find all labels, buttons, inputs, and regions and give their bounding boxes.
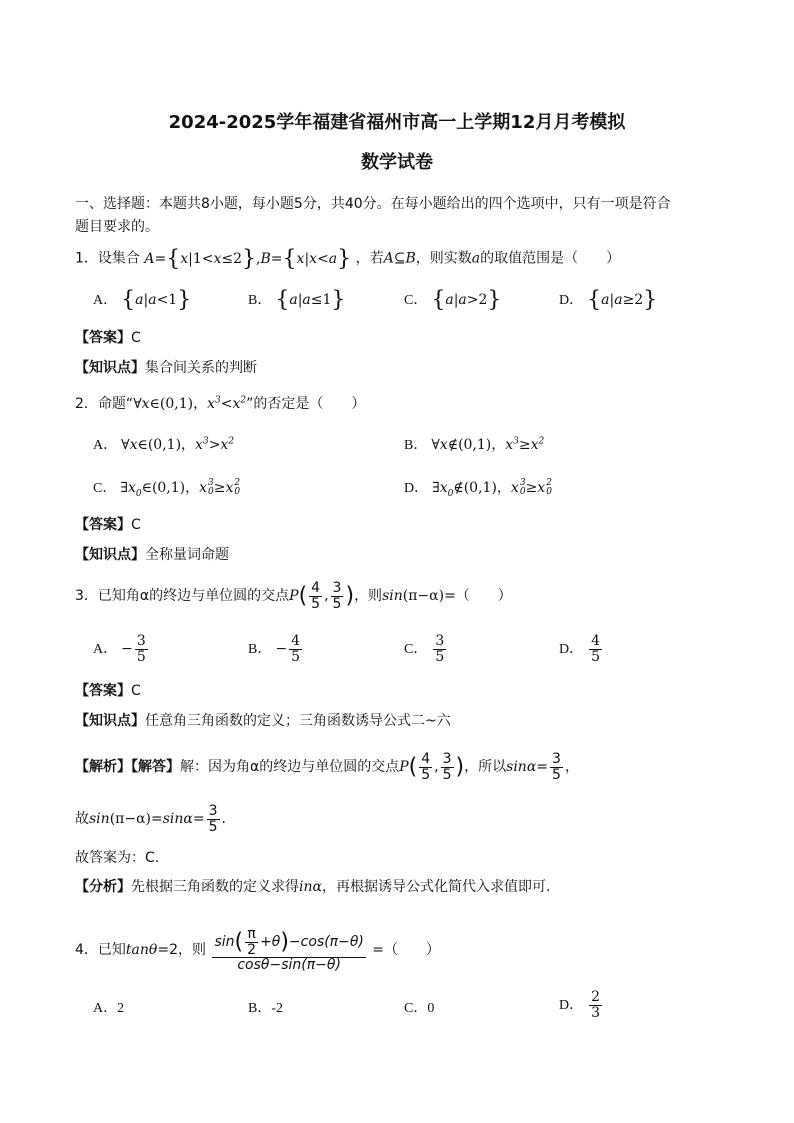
q3-option-c: C． $\frac{3}{5}$	[404, 633, 445, 665]
page-title: 2024-2025学年福建省福州市高一上学期12月月考模拟	[168, 112, 626, 133]
q4-option-b: B．-2	[248, 1001, 283, 1016]
section-instruction-line1: 一、选择题：本题共8小题，每小题5分，共40分。在每小题给出的四个选项中，只有一项是符合	[75, 196, 671, 212]
question-1	[75, 246, 620, 271]
page-subtitle: 数学试卷	[361, 152, 433, 173]
q1-option-d: D． {a|a≥2}	[559, 287, 658, 312]
q1-subset-condition: A⊆B	[383, 250, 416, 267]
q3-option-a: A． − $\frac{3}{5}$	[93, 633, 146, 665]
q2-answer: C	[131, 517, 141, 533]
q1-text-a: 设集合	[97, 250, 140, 267]
q4-option-d: D． $\frac{2}{3}$	[559, 989, 601, 1021]
q3-answer-line: 【答案】C	[75, 683, 141, 699]
q3-knowledge-line: 【知识点】任意角三角函数的定义；三角函数诱导公式二~六	[75, 713, 451, 729]
q3-knowledge: 任意角三角函数的定义；三角函数诱导公式二~六	[145, 713, 451, 729]
q2-option-b: B． ∀x∉(0,1)，$x^3\ge x^2$	[404, 436, 545, 453]
q2-knowledge: 全称量词命题	[145, 547, 229, 563]
q1-option-a: A． {a|a<1}	[93, 287, 192, 312]
q1-answer-line: 【答案】C	[75, 330, 141, 346]
q1-text-c: ，则实数	[415, 250, 472, 267]
q1-knowledge-line: 【知识点】集合间关系的判断	[75, 360, 257, 376]
q2-answer-line: 【答案】C	[75, 517, 141, 533]
q3-answer: C	[131, 683, 141, 699]
q4-option-a: A．2	[93, 1001, 125, 1016]
q1-option-c: C． {a|a>2}	[404, 287, 502, 312]
q1-set-definition: A={x|1<x≤2},B={x|x<a}	[144, 246, 352, 271]
q2-option-c: C． $\exists x_0\in(0,1)$，x 3 0 ≥x 2 0	[93, 478, 241, 499]
question-4: 4．已知tanθ=2，则 sin( $\frac{\pi}{2}$ +θ)−cos(π−θ) cosθ−sin(π−θ) =（ ）	[75, 926, 441, 974]
q1-option-b: B． {a|a≤1}	[248, 287, 346, 312]
q3-analysis-line1: 【解析】【解答】解：因为角α的终边与单位圆的交点P( $\frac{4}{5}$ , $\frac{3}{5}$ )，所以sinα= $\frac{3}{5}$ ，	[75, 751, 579, 783]
q2-knowledge-line: 【知识点】全称量词命题	[75, 547, 229, 563]
q3-final-answer: 故答案为：C.	[75, 850, 160, 866]
q1-number: 1．	[75, 250, 98, 267]
q1-knowledge: 集合间关系的判断	[145, 360, 257, 376]
q3-fenxi-line: 【分析】先根据三角函数的定义求得inα，再根据诱导公式化简代入求值即可.	[75, 879, 551, 895]
q1-var-a: a	[471, 250, 481, 267]
question-3: 3．已知角α的终边与单位圆的交点P( $\frac{4}{5}$ , $\frac{3}{5}$ )，则sin(π−α)=（ ）	[75, 580, 512, 612]
q3-option-b: B． − $\frac{4}{5}$	[248, 633, 300, 665]
q2-option-d: D． $\exists x_0\notin(0,1)$，x 3 0 ≥x 2 0	[404, 478, 552, 499]
q2-option-a: A． ∀x∈(0,1)，$x^3>x^2$	[93, 436, 235, 453]
q3-analysis-line2: 故sin(π−α)=sinα= $\frac{3}{5}$ .	[75, 803, 226, 835]
section-instruction-line2: 题目要求的。	[75, 219, 159, 235]
q3-option-d: D． $\frac{4}{5}$	[559, 633, 601, 665]
question-2: 2．命题“∀x∈(0,1)，$x^3<x^2$”的否定是（ ）	[75, 395, 366, 412]
q1-text-d: 的取值范围是（ ）	[480, 250, 621, 267]
q1-answer: C	[131, 330, 141, 346]
q1-text-b: ，若	[355, 250, 384, 267]
q4-option-c: C．0	[404, 1001, 435, 1016]
